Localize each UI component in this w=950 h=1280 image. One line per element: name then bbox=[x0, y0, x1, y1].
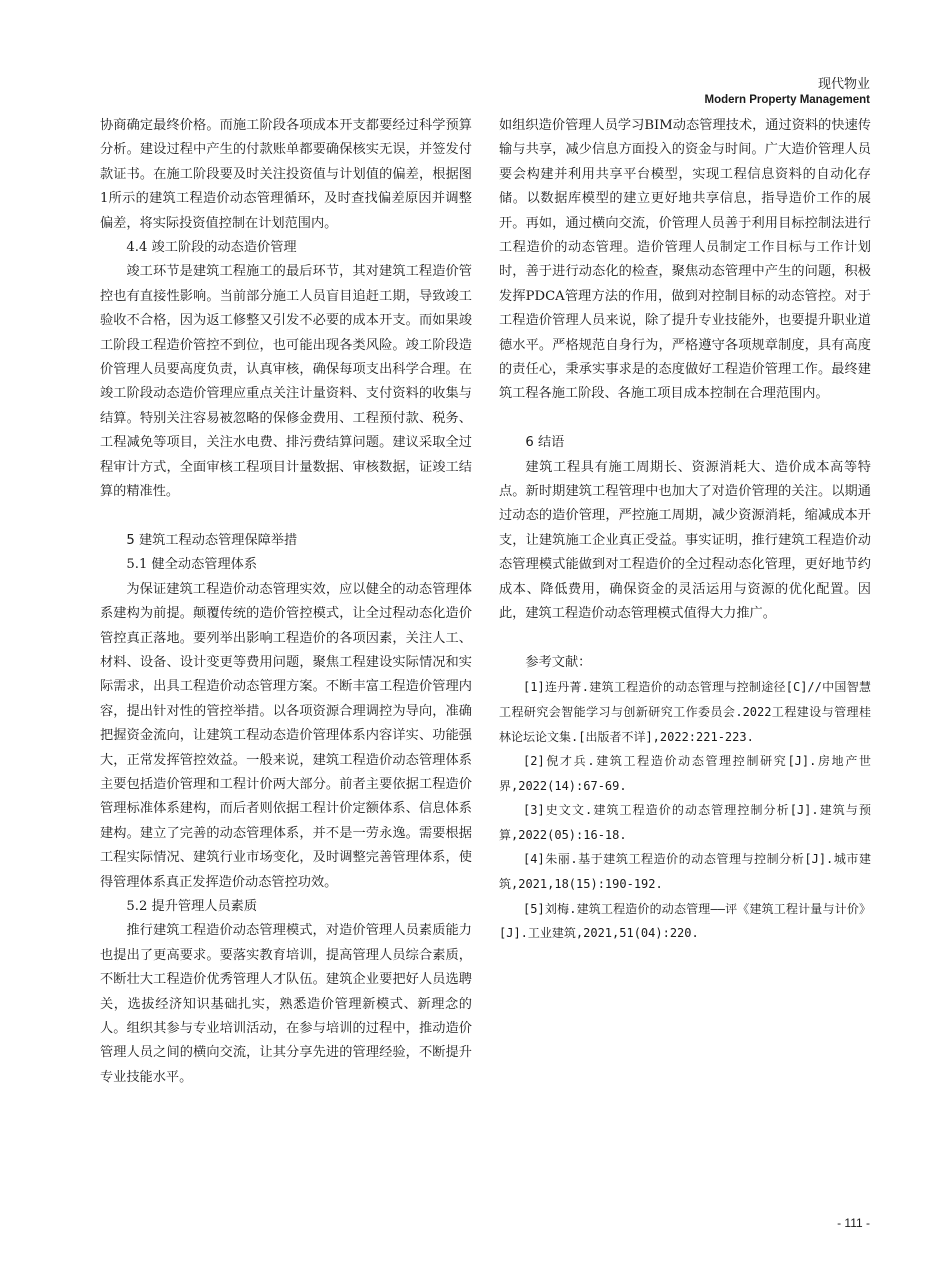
journal-header bbox=[705, 76, 871, 108]
spacer bbox=[499, 627, 871, 651]
left-column bbox=[100, 114, 472, 1090]
paragraph: 推行建筑工程造价动态管理模式，对造价管理人员素质能力也提出了更高要求。要落实教育培训，提高管理人员综合素质，不断壮大工程造价优秀管理人才队伍。建筑企业要把好人员选聘关，选拔经济知识基础扎实，熟悉造价管理新模式、新理念的人。组织其参与专业培训活动，在参与培训的过程中，推动造价管理人员之间的横向交流，让其分享先进的管理经验，不断提升专业技能水平。 bbox=[100, 923, 472, 1085]
paragraph: 建筑工程具有施工周期长、资源消耗大、造价成本高等特点。新时期建筑工程管理中也加大了对造价管理的关注。以期通过动态的造价管理，严控施工周期，减少资源消耗，缩减成本开支，让建筑施工企业真正受益。事实证明，推行建筑工程造价动态管理模式能做到对工程造价的全过程动态化管理，更好地节约成本、降低费用，确保资金的灵活运用与资源的优化配置。因此，建筑工程造价动态管理模式值得大力推广。 bbox=[499, 459, 871, 622]
spacer bbox=[100, 505, 472, 529]
reference-item: [4]朱丽.基于建筑工程造价的动态管理与控制分析[J].城市建筑,2021,18(15):190-192. bbox=[499, 852, 871, 892]
paragraph: 协商确定最终价格。而施工阶段各项成本开支都要经过科学预算分析。建设过程中产生的付款账单都要确保核实无误，并签发付款证书。在施工阶段要及时关注投资值与计划值的偏差，根据图1所示的建筑工程造价动态管理循环，及时查找偏差原因并调整偏差，将实际投资值控制在计划范围内。 bbox=[100, 118, 472, 231]
section-heading-6: 6 结语 bbox=[525, 435, 565, 451]
paragraph: 如组织造价管理人员学习BIM动态管理技术，通过资料的快速传输与共享，减少信息方面投入的资金与时间。广大造价管理人员要会构建并利用共享平台模型，实现工程信息资料的自动化存储。以数据库模型的建立更好地共享信息，指导造价工作的展开。再如，通过横向交流，价管理人员善于利用目标控制法进行工程造价的动态管理。造价管理人员制定工作目标与工作计划时，善于进行动态化的检查，聚焦动态管理中产生的问题，积极发挥PDCA管理方法的作用，做到对控制目标的动态管控。对于工程造价管理人员来说，除了提升专业技能外，也要提升职业道德水平。严格规范自身行为，严格遵守各项规章制度，具有高度的责任心，秉承实事求是的态度做好工程造价管理工作。最终建筑工程各施工阶段、各施工项目成本控制在合理范围内。 bbox=[499, 118, 871, 402]
section-heading-5-1: 5.1 健全动态管理体系 bbox=[126, 557, 258, 573]
paragraph: 竣工环节是建筑工程施工的最后环节，其对建筑工程造价管控也有直接性影响。当前部分施工人员盲目追赶工期，导致竣工验收不合格，因为返工修整又引发不必要的成本开支。而如果竣工阶段工程造价管控不到位，也可能出现各类风险。竣工阶段造价管理人员要高度负责，认真审核，确保每项支出科学合理。在竣工阶段动态造价管理应重点关注计量资料、支付资料的收集与结算。特别关注容易被忽略的保修金费用、工程预付款、税务、工程减免等项目，关注水电费、排污费结算问题。建议采取全过程审计方式，全面审核工程项目计量数据、审核数据，证竣工结算的精准性。 bbox=[100, 264, 472, 500]
right-column bbox=[499, 114, 871, 946]
spacer bbox=[499, 407, 871, 431]
reference-item: [2]倪才兵.建筑工程造价动态管理控制研究[J].房地产世界,2022(14):67-69. bbox=[499, 754, 871, 793]
section-heading-5: 5 建筑工程动态管理保障举措 bbox=[126, 532, 298, 548]
section-heading-4-4: 4.4 竣工阶段的动态造价管理 bbox=[126, 240, 297, 256]
reference-item: [1]连丹菁.建筑工程造价的动态管理与控制途径[C]//中国智慧工程研究会智能学习与创新研究工作委员会.2022工程建设与管理桂林论坛论文集.[出版者不详],2022:221-223. bbox=[499, 680, 871, 744]
paragraph: 为保证建筑工程造价动态管理实效，应以健全的动态管理体系建构为前提。颠覆传统的造价管控模式，让全过程动态化造价管控真正落地。要列举出影响工程造价的各项因素，关注人工、材料、设备、设计变更等费用问题，聚焦工程建设实际情况和实际需求，出具工程造价动态管理方案。不断丰富工程造价管理内容，提出针对性的管控举措。以各项资源合理调控为导向，准确把握资金流向，让建筑工程动态造价管理体系内容详实、功能强大，正常发挥管控效益。一般来说，建筑工程造价动态管理体系主要包括造价管理和工程计价两大部分。前者主要依据工程造价管理标准体系建构，而后者则依据工程计价定额体系、信息体系建构。建立了完善的动态管理体系，并不是一劳永逸。需要根据工程实际情况、建筑行业市场变化，及时调整完善管理体系，使得管理体系真正发挥造价动态管控功效。 bbox=[100, 581, 472, 890]
reference-item: [5]刘梅.建筑工程造价的动态管理——评《建筑工程计量与计价》[J].工业建筑,2021,51(04):220. bbox=[499, 901, 871, 941]
reference-list bbox=[499, 675, 871, 946]
journal-title-en: Modern Property Management bbox=[704, 94, 870, 106]
reference-item: [3]史文文.建筑工程造价的动态管理控制分析[J].建筑与预算,2022(05):16-18. bbox=[499, 803, 871, 842]
page-number: - 111 - bbox=[837, 1216, 870, 1230]
section-heading-5-2: 5.2 提升管理人员素质 bbox=[126, 898, 258, 914]
journal-title-cn: 现代物业 bbox=[817, 77, 870, 92]
references-title: 参考文献： bbox=[525, 654, 592, 670]
